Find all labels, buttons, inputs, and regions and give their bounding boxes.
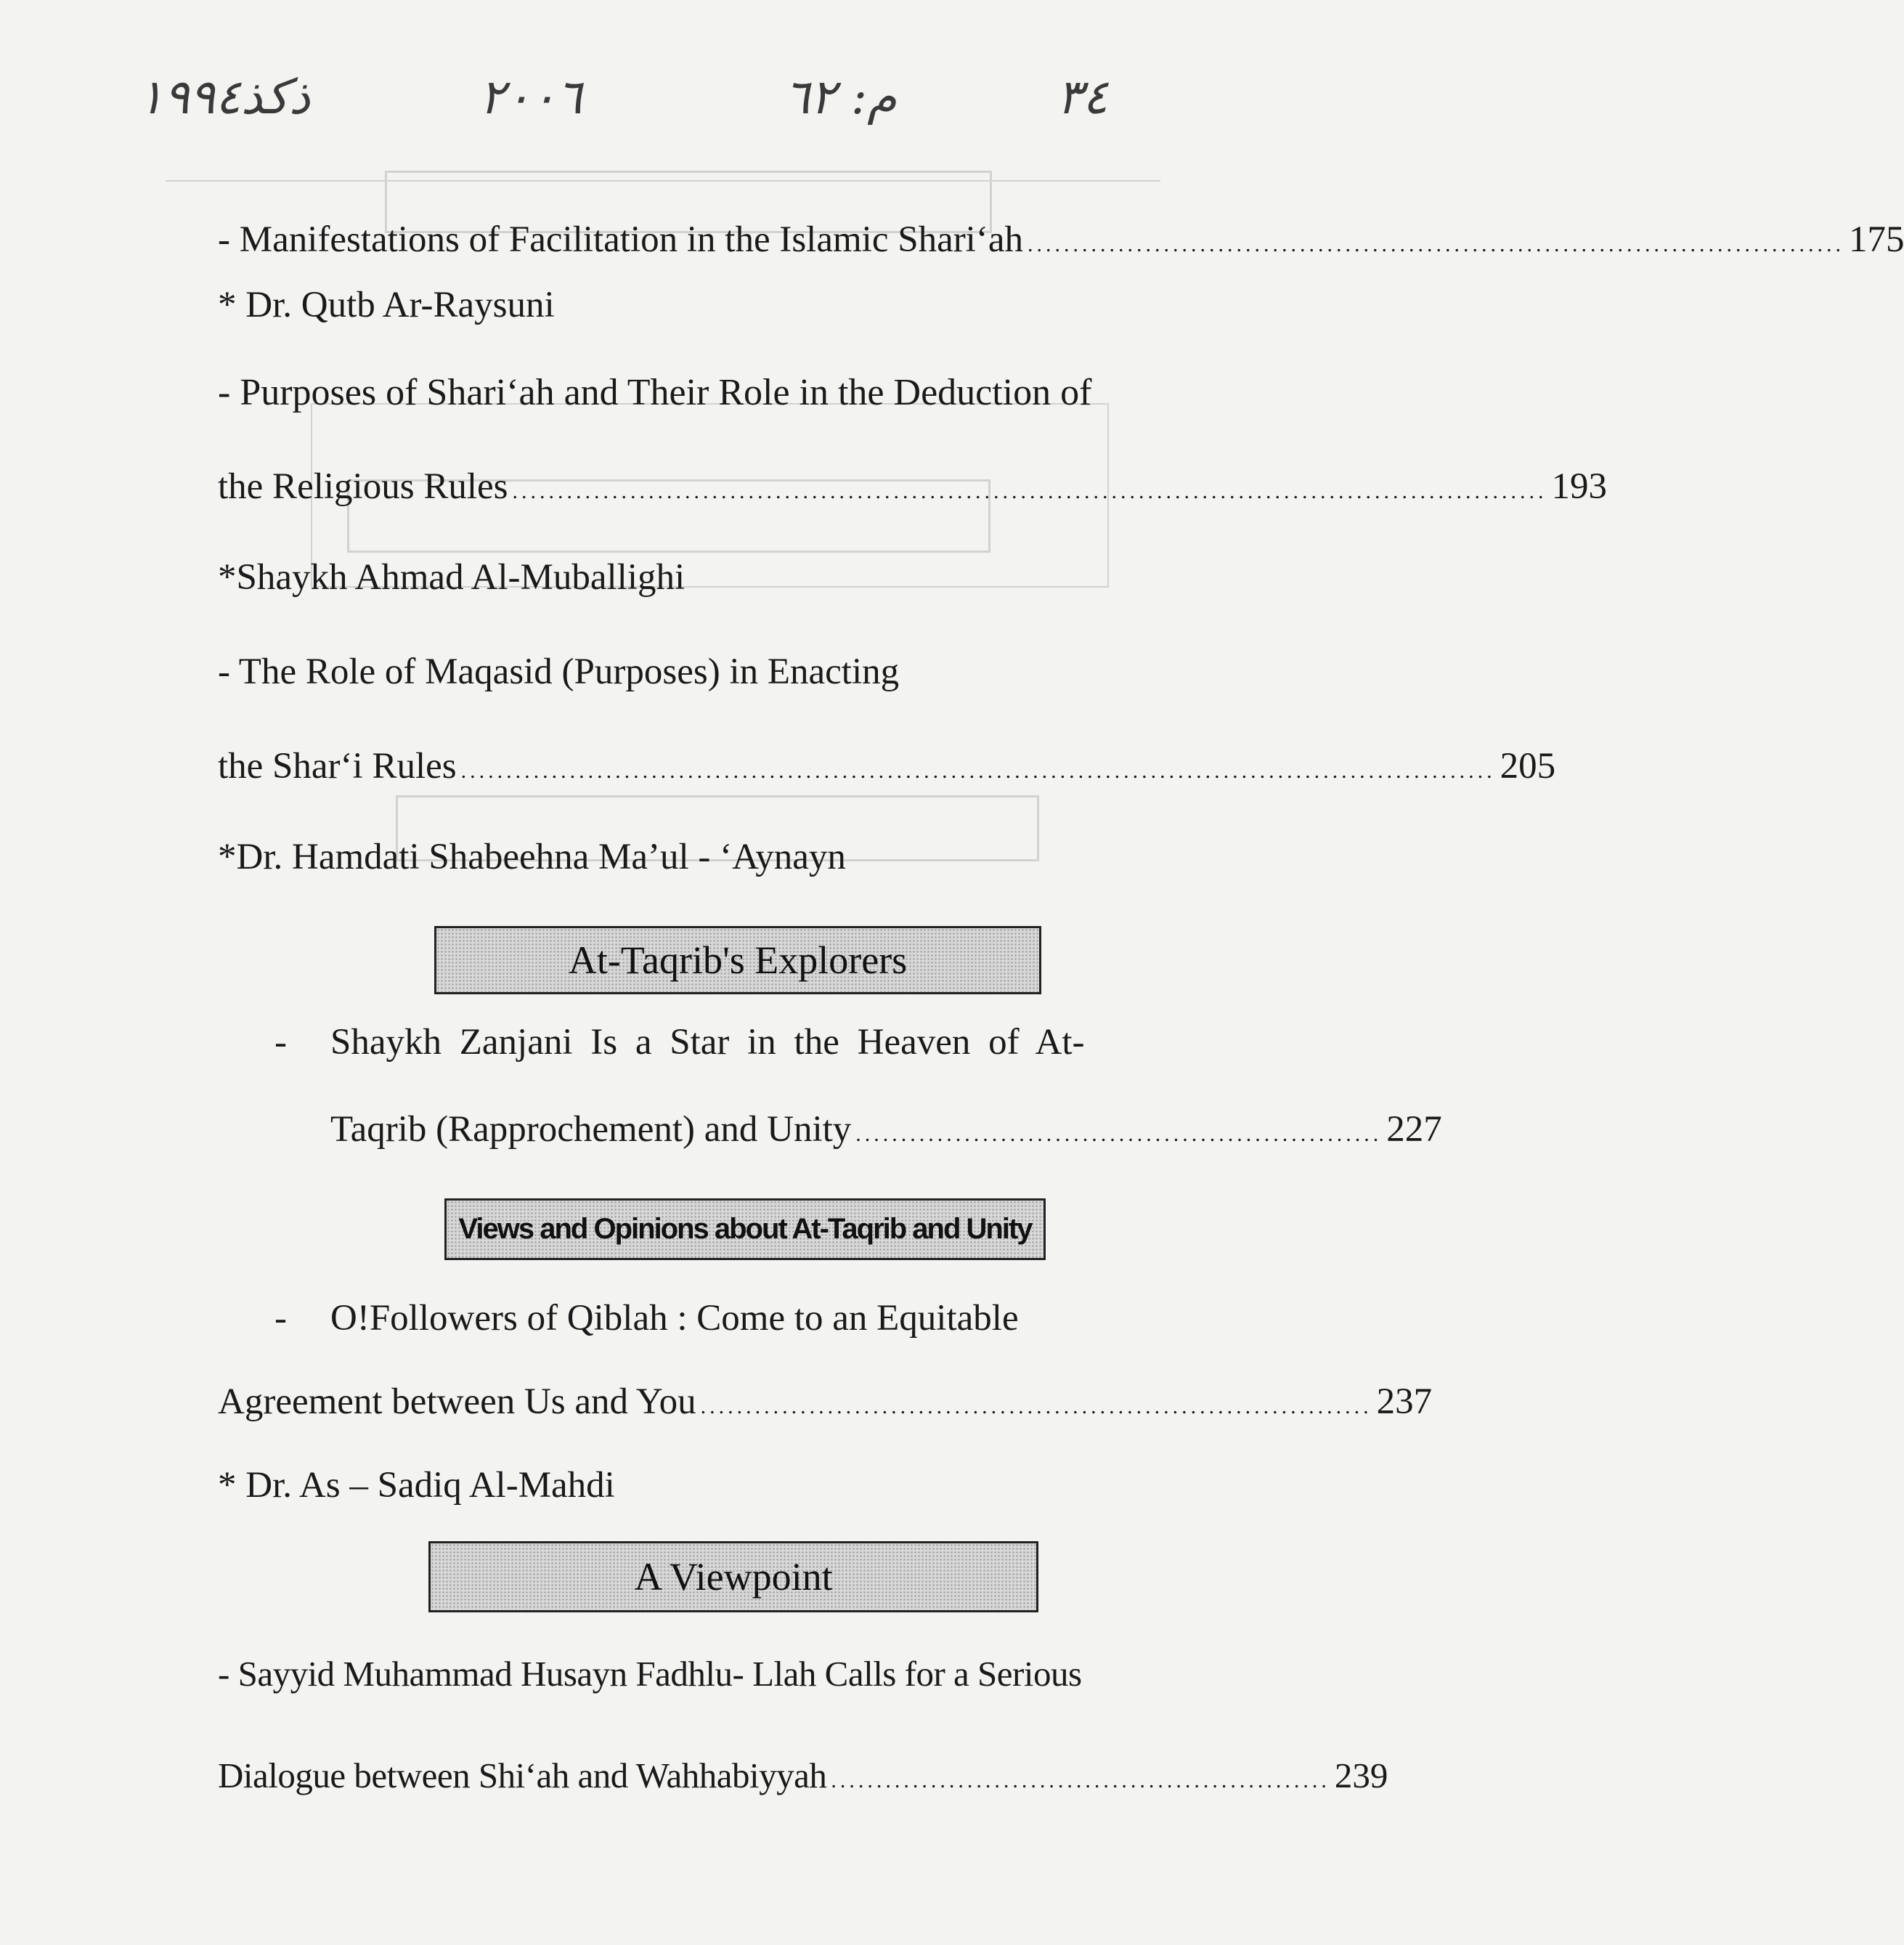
entry-title: the Religious Rules (218, 466, 508, 507)
list-dash: - (274, 1298, 287, 1339)
toc-entry-fadhlu-line1: - Sayyid Muhammad Husayn Fadhlu- Llah Calls for a Serious (218, 1654, 1082, 1694)
toc-entry-zanjani-line1: Shaykh Zanjani Is a Star in the Heaven of At- (330, 1022, 1085, 1063)
toc-entry-qiblah-line1: O!Followers of Qiblah : Come to an Equitable (330, 1298, 1019, 1339)
toc-entry-manifestations (218, 219, 1904, 260)
page-number: 175 (1848, 219, 1904, 260)
page-number: 239 (1334, 1755, 1388, 1795)
handwritten-mark-2: ٢٠٠٦ (479, 69, 582, 125)
handwritten-mark-3: م: ٦٢ (784, 69, 897, 125)
leader-dots: .......................................................................... (700, 1394, 1372, 1418)
leader-dots: .................................................................................................................. (512, 479, 1547, 503)
author-mahdi: * Dr. As – Sadiq Al-Mahdi (218, 1465, 615, 1506)
toc-entry-zanjani-line2 (330, 1109, 1442, 1150)
entry-title: - Manifestations of Facilitation in the Islamic Shari‘ah (218, 219, 1023, 260)
handwritten-mark-4: ٣٤ (1057, 69, 1108, 125)
page-number: 227 (1386, 1109, 1442, 1150)
page-number: 237 (1376, 1381, 1433, 1422)
page-number: 193 (1551, 466, 1607, 507)
handwritten-mark-1: ذكذ١٩٩٤ (138, 69, 311, 125)
entry-title: the Shar‘i Rules (218, 746, 457, 787)
entry-title: Taqrib (Rapprochement) and Unity (330, 1109, 852, 1150)
toc-entry-purposes-line2 (218, 466, 1607, 507)
author-muballighi: *Shaykh Ahmad Al-Muballighi (218, 557, 685, 598)
entry-title: Agreement between Us and You (218, 1381, 696, 1422)
author-hamdati: *Dr. Hamdati Shabeehna Ma’ul - ‘Aynayn (218, 837, 846, 877)
leader-dots: .......................................................... (855, 1122, 1383, 1146)
toc-entry-fadhlu-line2 (218, 1755, 1388, 1795)
leader-dots: .................................................................................................................. (460, 759, 1496, 783)
ghost-running-head (166, 156, 171, 183)
leader-dots: .......................................................................................... (1027, 232, 1844, 256)
section-heading-viewpoint: A Viewpoint (428, 1541, 1038, 1612)
entry-title: Dialogue between Shi‘ah and Wahhabiyyah (218, 1755, 827, 1795)
section-heading-views-opinions: Views and Opinions about At-Taqrib and Unity (444, 1198, 1046, 1260)
toc-entry-purposes-line1: - Purposes of Shari‘ah and Their Role in the Deduction of (218, 372, 1092, 413)
section-heading-explorers: At-Taqrib's Explorers (434, 926, 1041, 994)
toc-entry-maqasid-line1: - The Role of Maqasid (Purposes) in Enacting (218, 651, 900, 692)
leader-dots: ....................................................... (831, 1769, 1330, 1792)
list-dash: - (274, 1022, 287, 1063)
toc-entry-maqasid-line2 (218, 746, 1556, 787)
author-raysuni: * Dr. Qutb Ar-Raysuni (218, 285, 555, 325)
toc-entry-qiblah-line2 (218, 1381, 1433, 1422)
ghost-rule-top (166, 180, 1160, 182)
page-number: 205 (1500, 746, 1556, 787)
